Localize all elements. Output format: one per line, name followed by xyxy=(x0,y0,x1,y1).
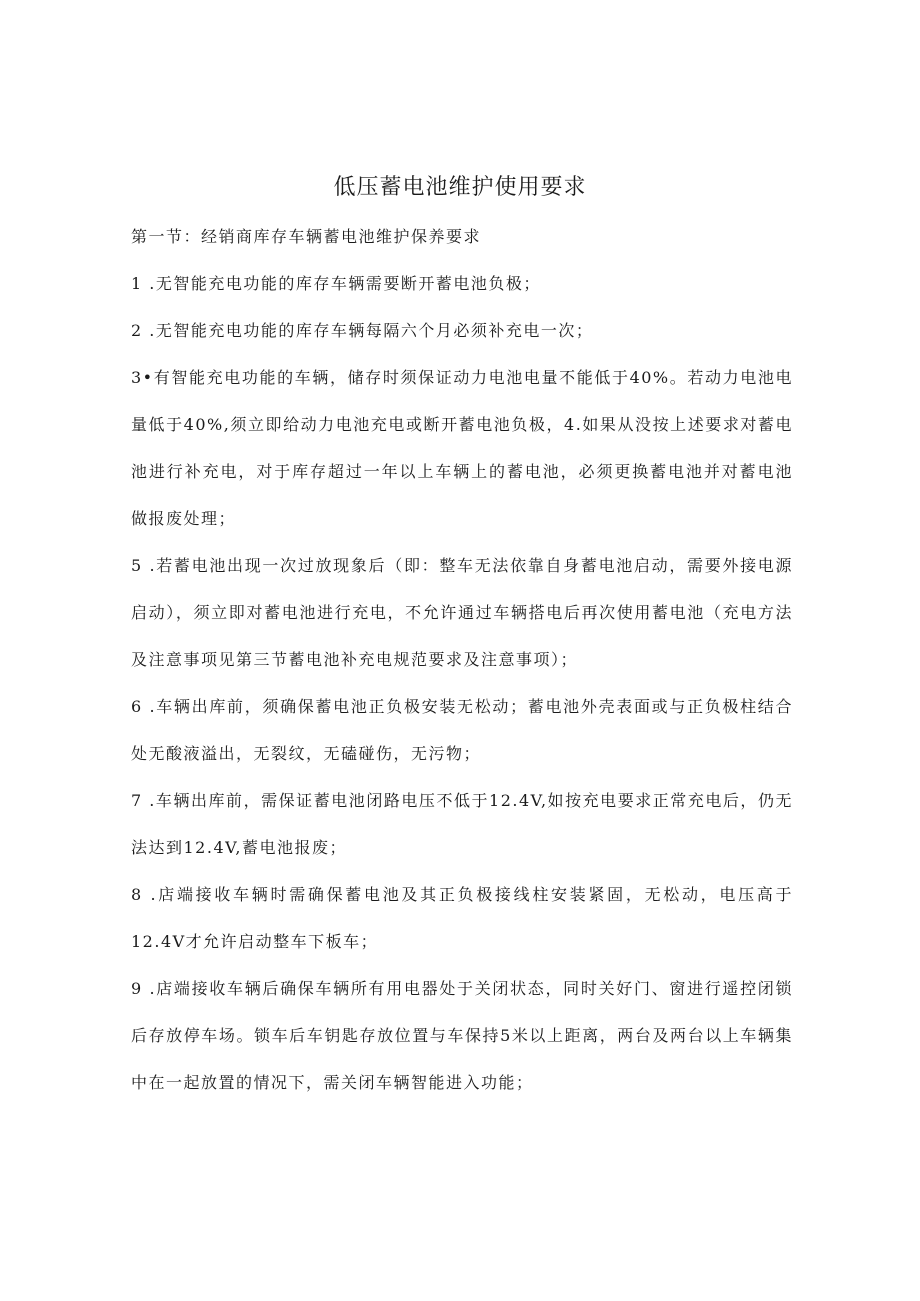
paragraph-item-3-4: 3•有智能充电功能的车辆，储存时须保证动力电池电量不能低于40%。若动力电池电量低于40%,须立即给动力电池充电或断开蓄电池负极，4.如果从没按上述要求对蓄电池进行补充电，对于库存超过一年以上车辆上的蓄电池，必须更换蓄电池并对蓄电池做报废处理； xyxy=(131,368,793,528)
document-body xyxy=(131,213,793,1106)
paragraph-item-6: 6 .车辆出库前，须确保蓄电池正负极安装无松动；蓄电池外壳表面或与正负极柱结合处无酸液溢出，无裂纹，无磕碰伤，无污物； xyxy=(131,697,793,763)
paragraph-item-7: 7 .车辆出库前，需保证蓄电池闭路电压不低于12.4V,如按充电要求正常充电后，仍无法达到12.4V,蓄电池报废； xyxy=(131,791,793,857)
paragraph-item-5: 5 .若蓄电池出现一次过放现象后（即：整车无法依靠自身蓄电池启动，需要外接电源启动），须立即对蓄电池进行充电，不允许通过车辆搭电后再次使用蓄电池（充电方法及注意事项见第三节蓄电池补充电规范要求及注意事项）； xyxy=(131,556,793,669)
paragraph-item-2: 2 .无智能充电功能的库存车辆每隔六个月必须补充电一次； xyxy=(131,321,594,340)
paragraph-item-9: 9 .店端接收车辆后确保车辆所有用电器处于关闭状态，同时关好门、窗进行遥控闭锁后存放停车场。锁车后车钥匙存放位置与车保持5米以上距离，两台及两台以上车辆集中在一起放置的情况下，需关闭车辆智能进入功能； xyxy=(131,979,793,1092)
paragraph-item-8: 8 .店端接收车辆时需确保蓄电池及其正负极接线柱安装紧固，无松动，电压高于12.4V才允许启动整车下板车； xyxy=(131,885,793,951)
paragraph-item-1: 1 .无智能充电功能的库存车辆需要断开蓄电池负极； xyxy=(131,274,541,293)
document-title: 低压蓄电池维护使用要求 xyxy=(333,175,587,200)
section-heading: 第一节：经销商库存车辆蓄电池维护保养要求 xyxy=(131,227,482,246)
